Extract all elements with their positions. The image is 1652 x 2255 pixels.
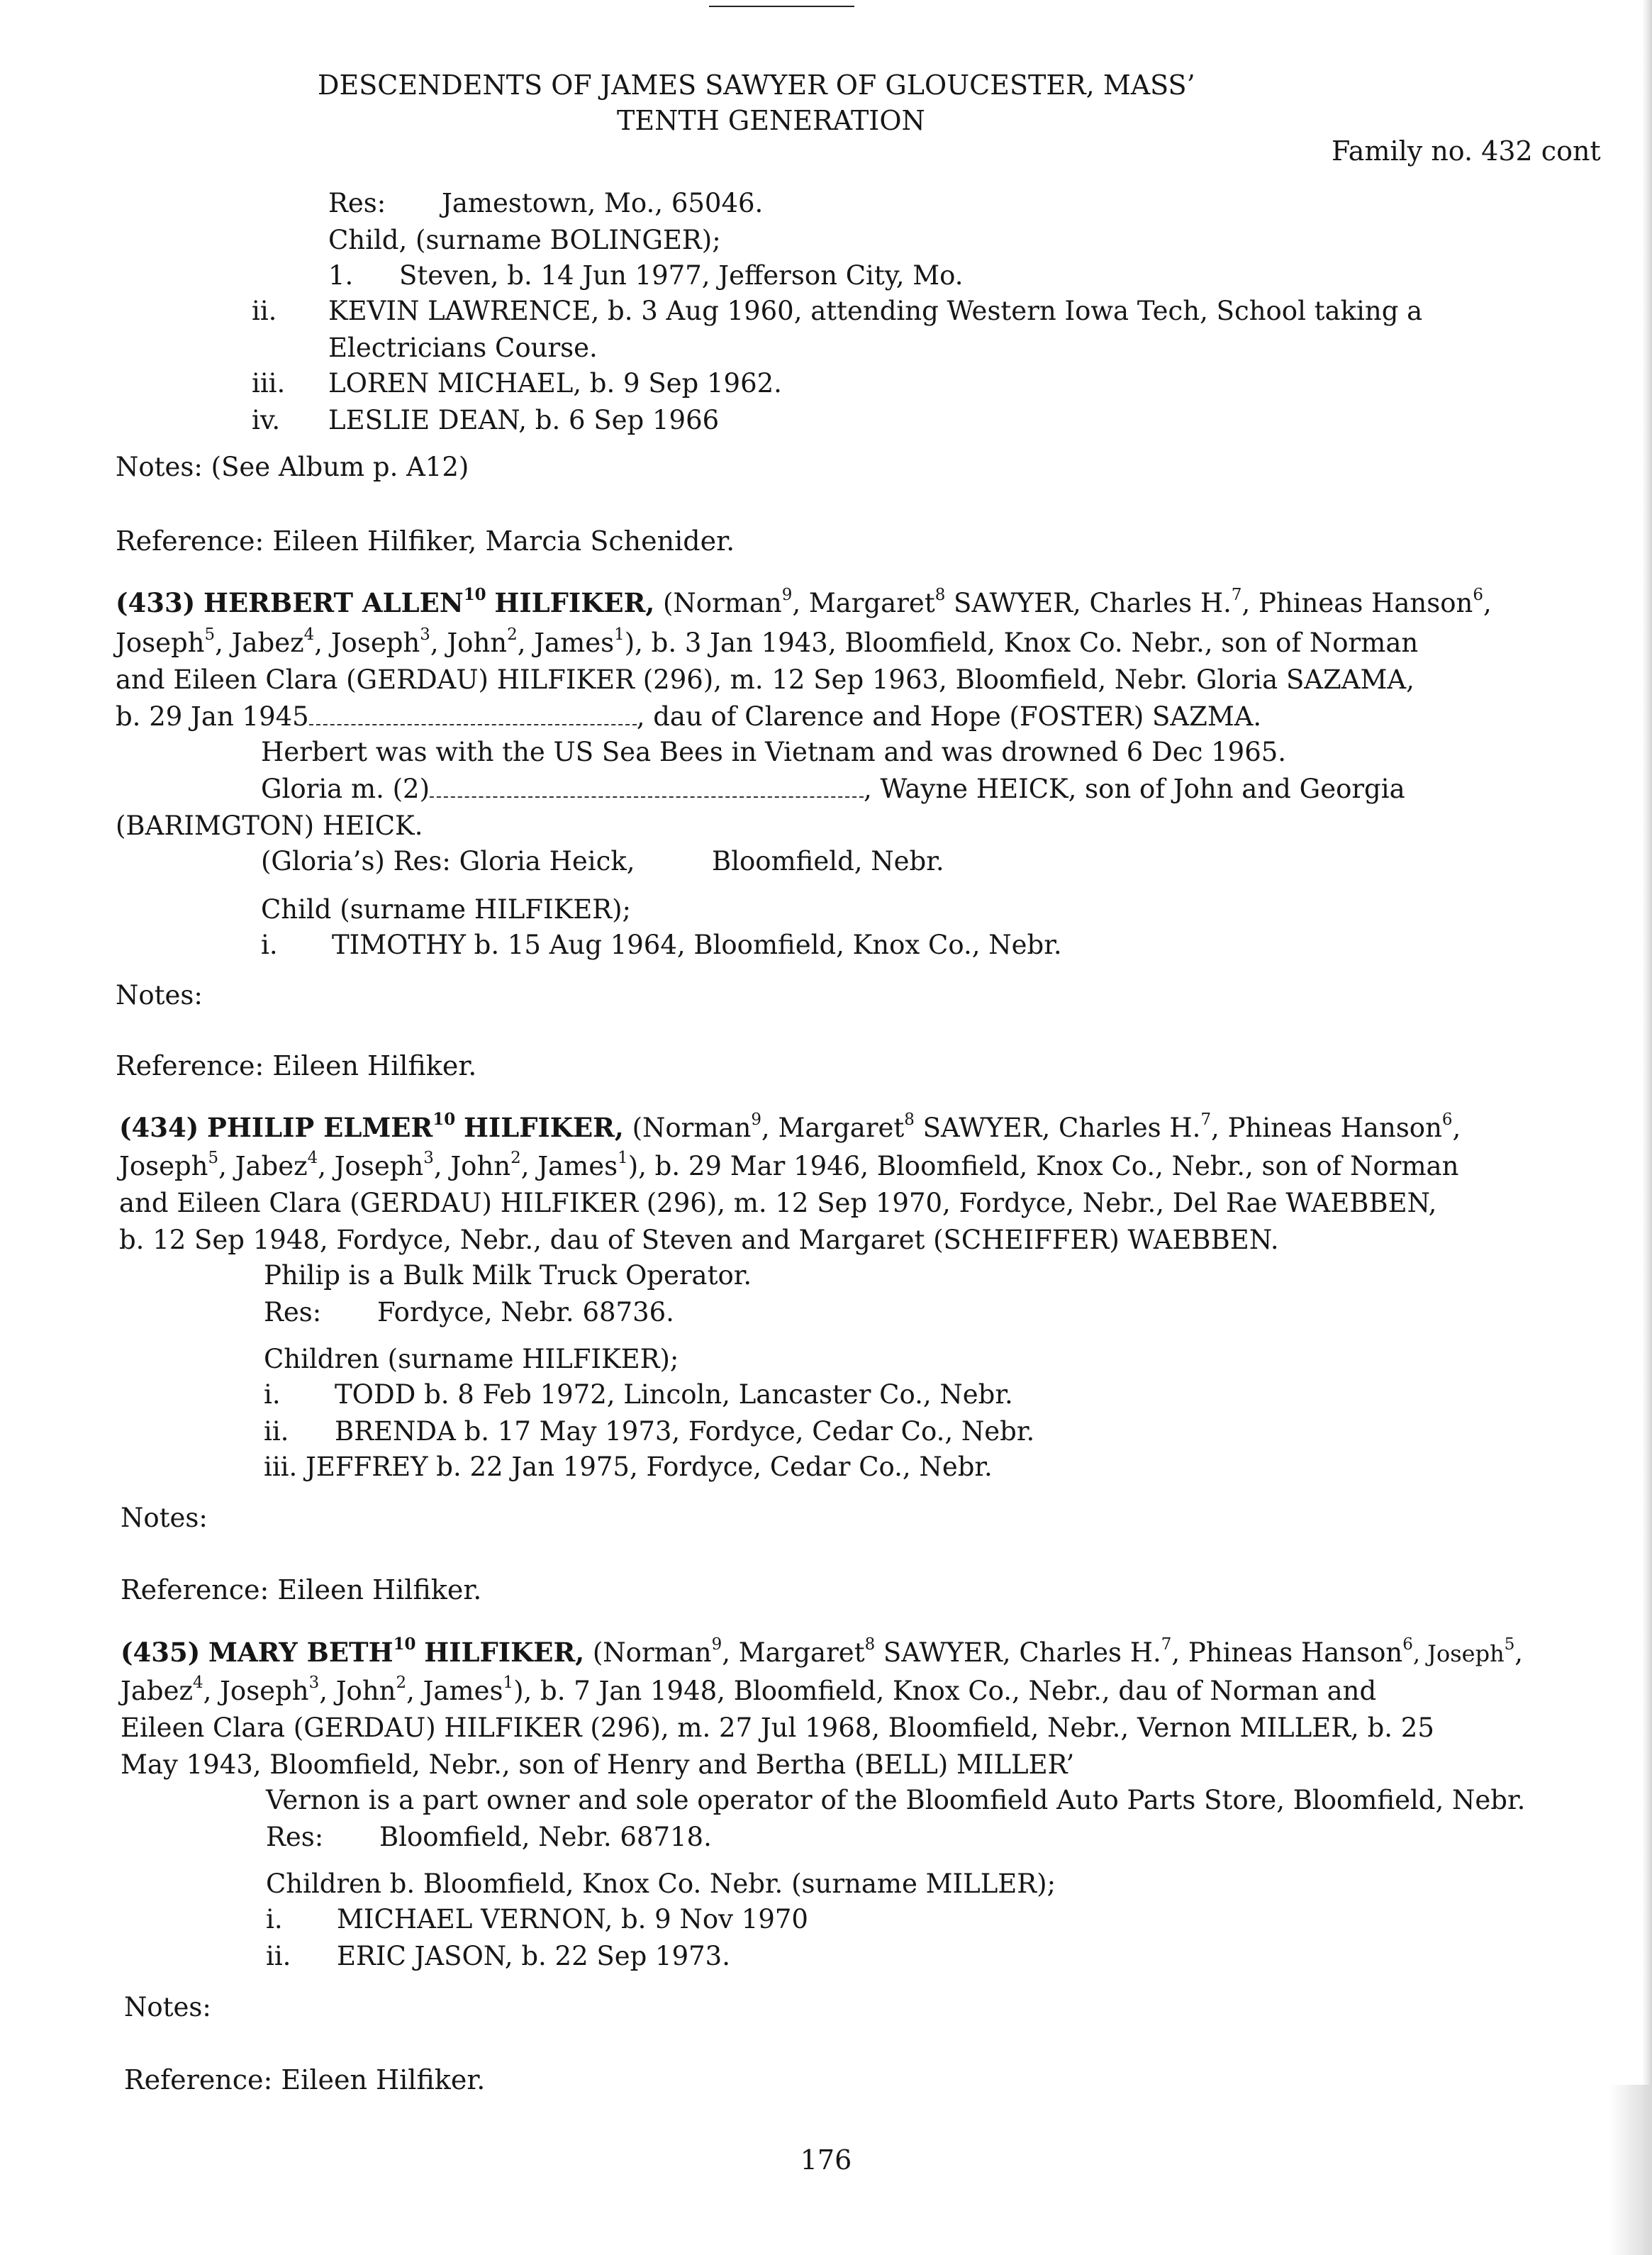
entry-434-line3: and Eileen Clara (GERDAU) HILFIKER (296), m. 12 Sep 1970, Fordyce, Nebr., Del Rae WAEBBEN, — [119, 1188, 1437, 1218]
lineage-part: , John — [319, 1676, 396, 1706]
lineage-gen: 4 — [192, 1674, 203, 1693]
blank-line — [430, 796, 864, 798]
entry-surname: HILFIKER, — [463, 1112, 624, 1143]
lineage-gen: 3 — [420, 625, 430, 645]
entry-433-note3: (BARIMGTON) HEICK. — [116, 811, 423, 841]
entry-435-line1 — [121, 1635, 1524, 1668]
generation-number: 10 — [463, 585, 486, 605]
entry-435-res — [266, 1824, 712, 1850]
lineage-gen: 2 — [396, 1674, 407, 1693]
generation-heading: TENTH GENERATION — [617, 105, 925, 136]
entry-435-line4: May 1943, Bloomfield, Nebr., son of Henry and Bertha (BELL) MILLER’ — [121, 1749, 1075, 1780]
entry-433-line1 — [116, 585, 1492, 618]
lineage-part: (Norman — [663, 588, 782, 618]
lineage-part: , Joseph — [314, 628, 420, 658]
lineage-part: Joseph — [116, 628, 205, 658]
res-line — [328, 190, 763, 216]
entry-id: (434) — [119, 1112, 199, 1143]
entry-433-line4 — [116, 703, 1261, 730]
child-row — [266, 1906, 808, 1932]
lineage-gen: 8 — [904, 1110, 915, 1130]
res-label: Res: — [264, 1297, 322, 1327]
lineage-part: (Norman — [632, 1113, 752, 1143]
reference: Reference: Eileen Hilfiker. — [121, 1574, 482, 1605]
lineage-gen: 5 — [1504, 1635, 1515, 1654]
child-text: BRENDA b. 17 May 1973, Fordyce, Cedar Co., Nebr. — [335, 1416, 1035, 1447]
lineage-part: , James — [406, 1676, 503, 1706]
entry-435-line3: Eileen Clara (GERDAU) HILFIKER (296), m. 27 Jul 1968, Bloomfield, Nebr., Vernon MILLER, b. 25 — [121, 1713, 1434, 1743]
entry-434-res — [264, 1299, 674, 1325]
child-row — [252, 368, 782, 399]
lineage-gen: 4 — [303, 625, 315, 645]
res-value: Bloomfield, Nebr. — [712, 846, 944, 876]
lineage-part: , — [1452, 1113, 1461, 1143]
entry-434-line4: b. 12 Sep 1948, Fordyce, Nebr., dau of Steven and Margaret (SCHEIFFER) WAEBBEN. — [119, 1225, 1279, 1255]
lineage-gen: 9 — [751, 1110, 761, 1130]
notes: Notes: (See Album p. A12) — [116, 452, 469, 482]
child-row — [264, 1454, 993, 1480]
entry-surname: HILFIKER, — [424, 1637, 585, 1668]
birth-text: b. 29 Jan 1945 — [116, 701, 309, 732]
entry-id: (433) — [116, 587, 196, 618]
lineage-gen: 7 — [1231, 586, 1242, 605]
child-number: i. — [264, 1379, 281, 1410]
child-heading: Child (surname HILFIKER); — [261, 894, 631, 925]
notes: Notes: — [124, 1992, 211, 2022]
lineage-part: , John — [433, 1151, 511, 1181]
child-row — [252, 298, 1422, 324]
spouse-text: , Wayne HEICK, son of John and Georgia — [864, 774, 1405, 804]
lineage-part: , Margaret — [722, 1637, 865, 1668]
lineage-gen: 8 — [864, 1635, 876, 1654]
lineage-gen: 1 — [618, 1149, 628, 1168]
child-text-continued: Electricians Course. — [328, 333, 598, 363]
lineage-gen: 3 — [423, 1149, 434, 1168]
entry-433-note1: Herbert was with the US Sea Bees in Vietnam and was drowned 6 Dec 1965. — [261, 737, 1287, 767]
lineage-gen: 3 — [308, 1674, 320, 1693]
reference: Reference: Eileen Hilfiker. — [124, 2064, 486, 2095]
child-number: iii. — [252, 368, 286, 399]
lineage-part: , Phineas Hanson — [1171, 1637, 1403, 1668]
entry-434-note1: Philip is a Bulk Milk Truck Operator. — [264, 1260, 752, 1291]
lineage-gen: 7 — [1161, 1635, 1172, 1654]
res-value: Bloomfield, Nebr. 68718. — [379, 1822, 712, 1852]
lineage-part: SAWYER, Charles H. — [914, 1113, 1201, 1143]
lineage-part: , Jabez — [215, 628, 304, 658]
child-text: JEFFREY b. 22 Jan 1975, Fordyce, Cedar Co., Nebr. — [306, 1452, 993, 1482]
child-text: LESLIE DEAN, b. 6 Sep 1966 — [328, 405, 720, 435]
child-row — [264, 1416, 1035, 1447]
lineage-gen: 4 — [307, 1149, 318, 1168]
grandchild-text: Steven, b. 14 Jun 1977, Jefferson City, Mo. — [399, 260, 964, 291]
lineage-gen: 8 — [934, 586, 946, 605]
entry-433-note2 — [261, 776, 1405, 802]
page-title: DESCENDENTS OF JAMES SAWYER OF GLOUCESTER, MASS’ — [318, 69, 1195, 101]
lineage-part: , Joseph — [318, 1151, 424, 1181]
lineage-part: , — [1483, 588, 1492, 618]
entry-435-note1: Vernon is a part owner and sole operator of the Bloomfield Auto Parts Store, Bloomfield, Nebr. — [266, 1785, 1526, 1815]
lineage-part: , Jabez — [218, 1151, 308, 1181]
child-number: iv. — [252, 405, 281, 435]
res-label: Res: — [328, 188, 386, 218]
lineage-gen: 9 — [711, 1635, 722, 1654]
lineage-part: , John — [430, 628, 508, 658]
child-row — [252, 407, 719, 433]
lineage-part: , Joseph — [1412, 1640, 1505, 1667]
entry-434-line1 — [119, 1110, 1461, 1143]
child-number: i. — [266, 1904, 283, 1934]
lineage-part: , Margaret — [792, 588, 935, 618]
lineage-gen: 6 — [1441, 1110, 1453, 1130]
entry-name: HERBERT ALLEN — [203, 587, 464, 618]
scan-edge-shadow — [1642, 0, 1652, 2255]
lineage-gen: 6 — [1402, 1635, 1413, 1654]
top-rule — [709, 6, 854, 7]
child-text: MICHAEL VERNON, b. 9 Nov 1970 — [337, 1904, 808, 1934]
lineage-part: , James — [520, 1151, 618, 1181]
child-heading: Children (surname HILFIKER); — [264, 1344, 679, 1374]
entry-name: MARY BETH — [208, 1637, 394, 1668]
lineage-part: , Margaret — [761, 1113, 905, 1143]
lineage-part: Joseph — [119, 1151, 208, 1181]
notes: Notes: — [121, 1503, 208, 1533]
lineage-part: Jabez — [121, 1676, 193, 1706]
lineage-part: SAWYER, Charles H. — [875, 1637, 1161, 1668]
lineage-part: SAWYER, Charles H. — [945, 588, 1232, 618]
lineage-gen: 5 — [208, 1149, 219, 1168]
entry-id: (435) — [121, 1637, 201, 1668]
marriage-text: Gloria m. (2) — [261, 774, 430, 804]
lineage-gen: 5 — [204, 625, 216, 645]
lineage-gen: 1 — [614, 625, 625, 645]
lineage-gen: 2 — [507, 625, 518, 645]
child-text: TIMOTHY b. 15 Aug 1964, Bloomfield, Knox Co., Nebr. — [332, 930, 1062, 960]
child-text: TODD b. 8 Feb 1972, Lincoln, Lancaster Co., Nebr. — [335, 1379, 1013, 1410]
generation-number: 10 — [393, 1635, 416, 1654]
entry-name: PHILIP ELMER — [207, 1112, 433, 1143]
child-text: LOREN MICHAEL, b. 9 Sep 1962. — [328, 368, 782, 399]
child-heading: Children b. Bloomfield, Knox Co. Nebr. (surname MILLER); — [266, 1869, 1056, 1899]
res-value: Jamestown, Mo., 65046. — [442, 188, 764, 218]
child-row — [261, 932, 1062, 958]
lineage-gen: 1 — [503, 1674, 514, 1693]
lineage-part: , Phineas Hanson — [1241, 588, 1473, 618]
lineage-gen: 7 — [1200, 1110, 1212, 1130]
lineage-part: , Joseph — [203, 1676, 309, 1706]
entry-435-line2 — [121, 1674, 1377, 1706]
grandchild-number: 1. — [328, 260, 354, 291]
res-label: Res: — [266, 1822, 324, 1852]
entry-433-res — [261, 848, 944, 874]
lineage-part: , Phineas Hanson — [1211, 1113, 1442, 1143]
child-text: KEVIN LAWRENCE, b. 3 Aug 1960, attending Western Iowa Tech, School taking a — [328, 296, 1423, 326]
res-value: Fordyce, Nebr. 68736. — [377, 1297, 674, 1327]
child-number: ii. — [266, 1941, 291, 1971]
generation-number: 10 — [432, 1110, 456, 1130]
blank-line — [309, 723, 637, 725]
reference: Reference: Eileen Hilfiker, Marcia Schenider. — [116, 525, 735, 557]
lineage-gen: 6 — [1473, 586, 1483, 605]
page-number: 176 — [800, 2144, 852, 2176]
child-number: iii. — [264, 1452, 298, 1482]
child-text: ERIC JASON, b. 22 Sep 1973. — [337, 1941, 730, 1971]
entry-434-line2 — [119, 1149, 1459, 1181]
lineage-part: , James — [517, 628, 615, 658]
lineage-part: ), b. 29 Mar 1946, Bloomfield, Knox Co., Nebr., son of Norman — [627, 1151, 1459, 1181]
grandchild-row — [328, 262, 964, 289]
res-label: (Gloria’s) Res: Gloria Heick, — [261, 846, 635, 876]
lineage-part: ), b. 7 Jan 1948, Bloomfield, Knox Co., Nebr., dau of Norman and — [513, 1676, 1377, 1706]
child-heading: Child, (surname BOLINGER); — [328, 225, 721, 255]
reference: Reference: Eileen Hilfiker. — [116, 1050, 477, 1081]
child-row — [264, 1381, 1013, 1408]
family-number: Family no. 432 cont — [1332, 135, 1601, 167]
notes: Notes: — [116, 980, 203, 1010]
entry-surname: HILFIKER, — [494, 587, 655, 618]
entry-433-line3: and Eileen Clara (GERDAU) HILFIKER (296), m. 12 Sep 1963, Bloomfield, Nebr. Gloria SAZAMA, — [116, 664, 1414, 695]
entry-433-line2 — [116, 625, 1419, 658]
parents-text: , dau of Clarence and Hope (FOSTER) SAZMA. — [636, 701, 1262, 732]
child-number: i. — [261, 930, 278, 960]
child-number: ii. — [252, 296, 277, 326]
lineage-gen: 2 — [510, 1149, 521, 1168]
lineage-part: (Norman — [592, 1637, 712, 1668]
lineage-part: ), b. 3 Jan 1943, Bloomfield, Knox Co. Nebr., son of Norman — [624, 628, 1419, 658]
lineage-gen: 9 — [781, 586, 793, 605]
child-number: ii. — [264, 1416, 289, 1447]
lineage-part: , — [1514, 1637, 1524, 1668]
child-row — [266, 1943, 730, 1969]
